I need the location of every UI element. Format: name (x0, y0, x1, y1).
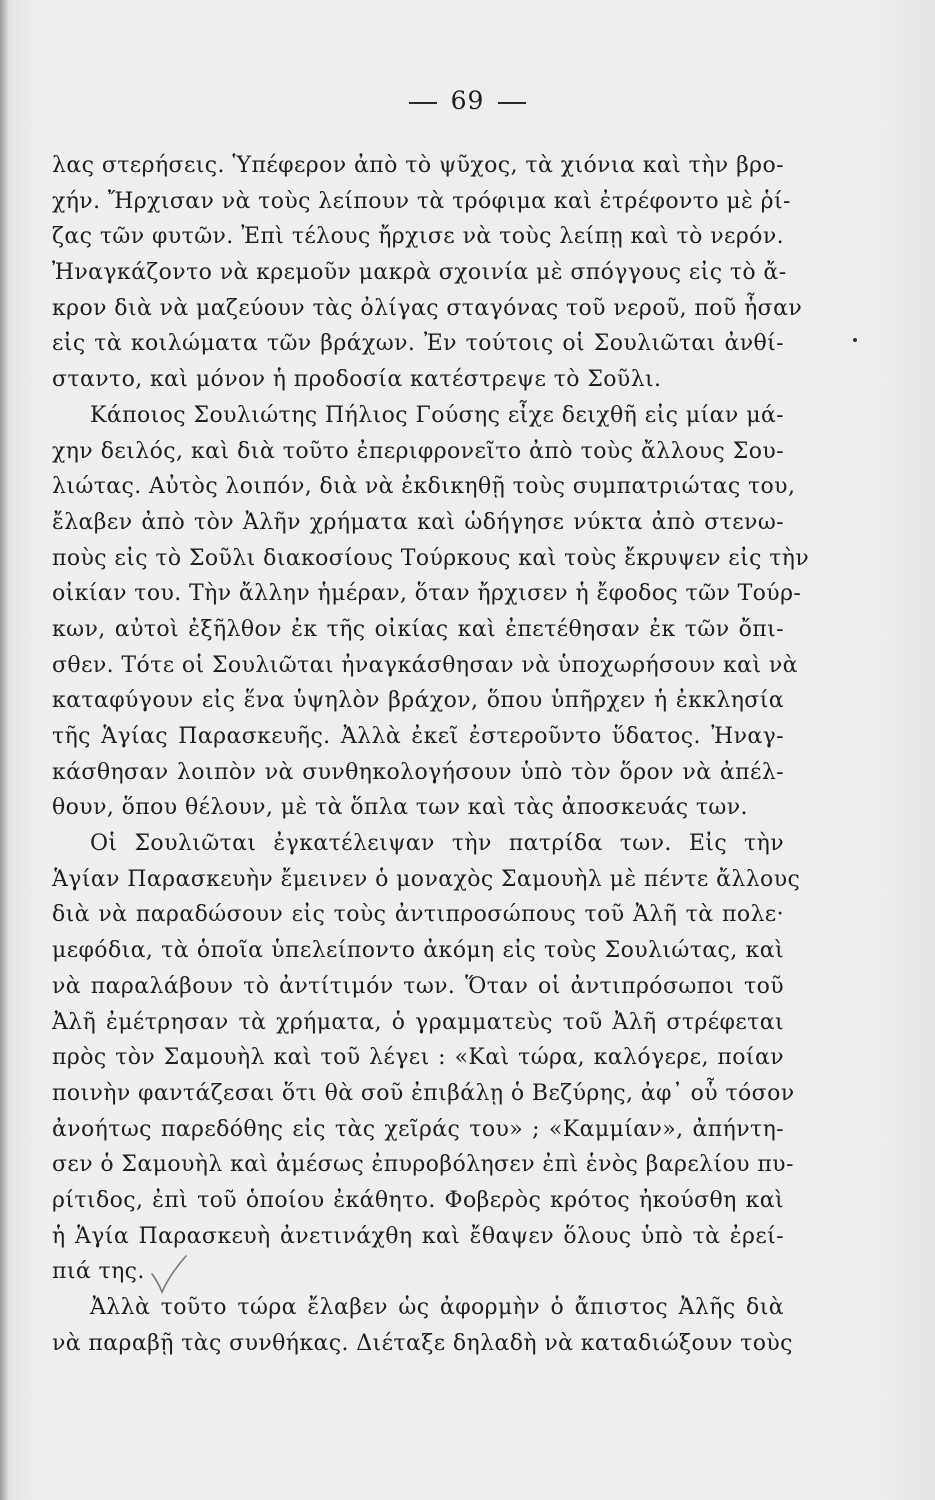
body-text (52, 148, 810, 1361)
text-line: μεφόδια, τὰ ὁποῖα ὑπελείποντο ἀκόμη εἰς τοὺς Σουλιώτας, καὶ (52, 938, 784, 964)
text-line: τῆς Ἁγίας Παρασκευῆς. Ἀλλὰ ἐκεῖ ἐστεροῦντο ὕδατος. Ἠναγ- (52, 724, 784, 749)
text-line: χην δειλός, καὶ διὰ τοῦτο ἐπεριφρονεῖτο ἀπὸ τοὺς ἄλλους Σου- (52, 438, 784, 464)
text-line: θουν, ὅπου θέλουν, μὲ τὰ ὅπλα των καὶ τὰς ἀποσκευάς των. (52, 795, 748, 821)
text-line: κρον διὰ νὰ μαζεύουν τὰς ὀλίγας σταγόνας τοῦ νεροῦ, ποῦ ἦσαν (52, 295, 803, 321)
text-line: κων, αὐτοὶ ἐξῆλθον ἐκ τῆς οἰκίας καὶ ἐπετέθησαν ἐκ τῶν ὄπι- (52, 616, 784, 642)
text-line: Ἁγίαν Παρασκευὴν ἔμεινεν ὁ μοναχὸς Σαμουὴλ μὲ πέντε ἄλλους (52, 866, 801, 892)
text-line: ποὺς εἰς τὸ Σοῦλι διακοσίους Τούρκους καὶ τοὺς ἔκρυψεν εἰς τὴν (52, 545, 810, 571)
margin-ink-dot (853, 338, 857, 342)
text-line: ἔλαβεν ἀπὸ τὸν Ἀλῆν χρήματα καὶ ὡδήγησε νύκτα ἀπὸ στενω- (52, 509, 784, 535)
text-line: λιώτας. Αὐτὸς λοιπόν, διὰ νὰ ἐκδικηθῇ τοὺς συμπατριώτας του, (52, 474, 796, 500)
text-line: σθεν. Τότε οἱ Σουλιῶται ἠναγκάσθησαν νὰ ὑποχωρήσουν καὶ νὰ (52, 652, 798, 678)
text-line: ἀνοήτως παρεδόθης εἰς τὰς χεῖράς του» ; «Καμμίαν», ἀπήντη- (52, 1116, 784, 1142)
paragraph-1 (52, 148, 803, 398)
text-line: καταφύγουν εἰς ἕνα ὑψηλὸν βράχον, ὅπου ὑπῆρχεν ἡ ἐκκλησία (52, 688, 784, 714)
text-line: νὰ παραβῇ τὰς συνθήκας. Διέταξε δηλαδὴ νὰ καταδιώξουν τοὺς (52, 1330, 793, 1356)
text-line: πιά της. (52, 1259, 145, 1285)
paragraph-2 (52, 398, 810, 826)
handwritten-checkmark-icon (150, 1252, 190, 1296)
text-line: σεν ὁ Σαμουὴλ καὶ ἀμέσως ἐπυροβόλησεν ἐπὶ ἑνὸς βαρελίου πυ- (52, 1152, 794, 1178)
text-line: ζας τῶν φυτῶν. Ἐπὶ τέλους ἤρχισε νὰ τοὺς λείπῃ καὶ τὸ νερόν. (52, 224, 784, 250)
text-line: Ἀλλὰ τοῦτο τώρα ἔλαβεν ὡς ἀφορμὴν ὁ ἄπιστος Ἀλῆς διὰ (90, 1295, 784, 1320)
text-line: οἰκίαν του. Τὴν ἄλλην ἡμέραν, ὅταν ἤρχισεν ἡ ἔφοδος τῶν Τούρ- (52, 581, 802, 607)
text-line: νὰ παραλάβουν τὸ ἀντίτιμόν των. Ὅταν οἱ ἀντιπρόσωποι τοῦ (52, 973, 784, 999)
paragraph-3 (52, 826, 801, 1290)
text-line: ποινὴν φαντάζεσαι ὅτι θὰ σοῦ ἐπιβάλῃ ὁ Βεζύρης, ἀφ᾽ οὗ τόσον (52, 1080, 795, 1106)
header-dash-right (498, 102, 526, 104)
text-line: ρίτιδος, ἐπὶ τοῦ ὁποίου ἐκάθητο. Φοβερὸς κρότος ἠκούσθη καὶ (52, 1187, 784, 1213)
binding-edge (0, 0, 8, 1500)
text-line: κάσθησαν λοιπὸν νὰ συνθηκολογήσουν ὑπὸ τὸν ὅρον νὰ ἀπέλ- (52, 759, 784, 785)
header-dash-left (409, 102, 437, 104)
text-line: Κάποιος Σουλιώτης Πήλιος Γούσης εἶχε δειχθῆ εἰς μίαν μά- (90, 402, 784, 428)
text-line: σταντο, καὶ μόνον ἡ προδοσία κατέστρεψε τὸ Σοῦλι. (52, 367, 662, 393)
text-line: διὰ νὰ παραδώσουν εἰς τοὺς ἀντιπροσώπους τοῦ Ἀλῆ τὰ πολε· (52, 902, 784, 928)
text-line: πρὸς τὸν Σαμουὴλ καὶ τοῦ λέγει : «Καὶ τώρα, καλόγερε, ποίαν (52, 1045, 784, 1071)
text-line: Οἱ Σουλιῶται ἐγκατέλειψαν τὴν πατρίδα των. Εἰς τὴν (90, 831, 784, 857)
text-line: ἡ Ἁγία Παρασκευὴ ἀνετινάχθη καὶ ἔθαψεν ὅλους ὑπὸ τὰ ἐρεί- (52, 1223, 784, 1249)
text-line: εἰς τὰ κοιλώματα τῶν βράχων. Ἐν τούτοις οἱ Σουλιῶται ἀνθί- (52, 331, 784, 357)
paragraph-4 (52, 1290, 793, 1361)
page-number: 69 (450, 86, 485, 115)
page-header (0, 86, 935, 115)
text-line: Ἠναγκάζοντο νὰ κρεμοῦν μακρὰ σχοινία μὲ σπόγγους εἰς τὸ ἄ- (52, 260, 787, 286)
text-line: χήν. Ἤρχισαν νὰ τοὺς λείπουν τὰ τρόφιμα καὶ ἐτρέφοντο μὲ ῥί- (52, 188, 791, 214)
text-line: Ἀλῆ ἐμέτρησαν τὰ χρήματα, ὁ γραμματεὺς τοῦ Ἀλῆ στρέφεται (52, 1009, 784, 1035)
text-line: λας στερήσεις. Ὑπέφερον ἀπὸ τὸ ψῦχος, τὰ χιόνια καὶ τὴν βρο- (52, 153, 784, 178)
